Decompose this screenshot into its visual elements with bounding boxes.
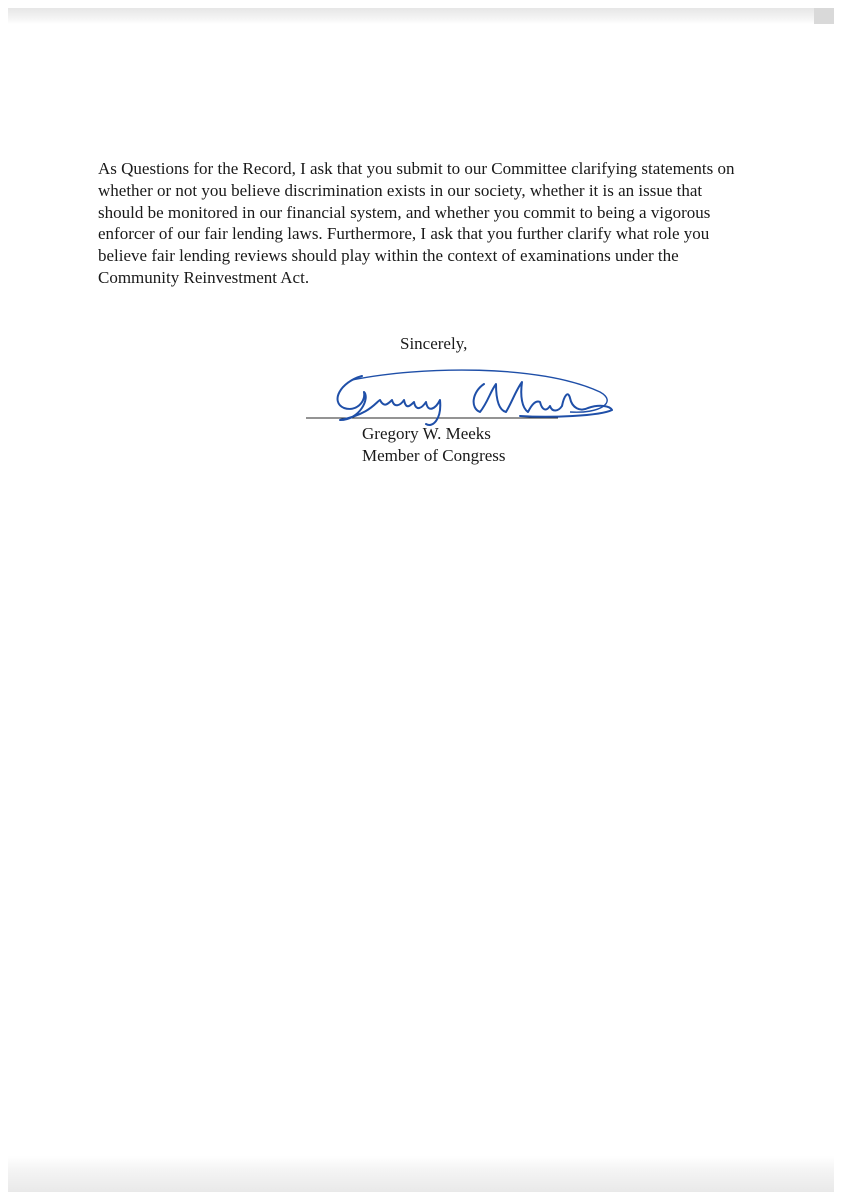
- closing-salutation: Sincerely,: [400, 334, 468, 353]
- letter-paragraph: As Questions for the Record, I ask that you submit to our Committee clarifying statements on whether or not you believe discrimination exists in our society, whether it is an issue that should be monitored in our financial system, and whether you commit to being a vigorous enforcer of our fair lending laws. Furthermore, I ask that you further clarify what role you believe fair lending reviews should play within the context of examinations under the Community Reinvestment Act.: [98, 159, 735, 287]
- handwritten-signature: [300, 362, 620, 432]
- signer-title: Member of Congress: [362, 446, 506, 465]
- scan-shadow-bottom: [8, 1156, 834, 1192]
- scan-shadow-top: [8, 8, 834, 24]
- signer-name: Gregory W. Meeks: [362, 424, 491, 443]
- scan-corner-mark: [814, 8, 834, 24]
- signature-flourish: [352, 370, 607, 412]
